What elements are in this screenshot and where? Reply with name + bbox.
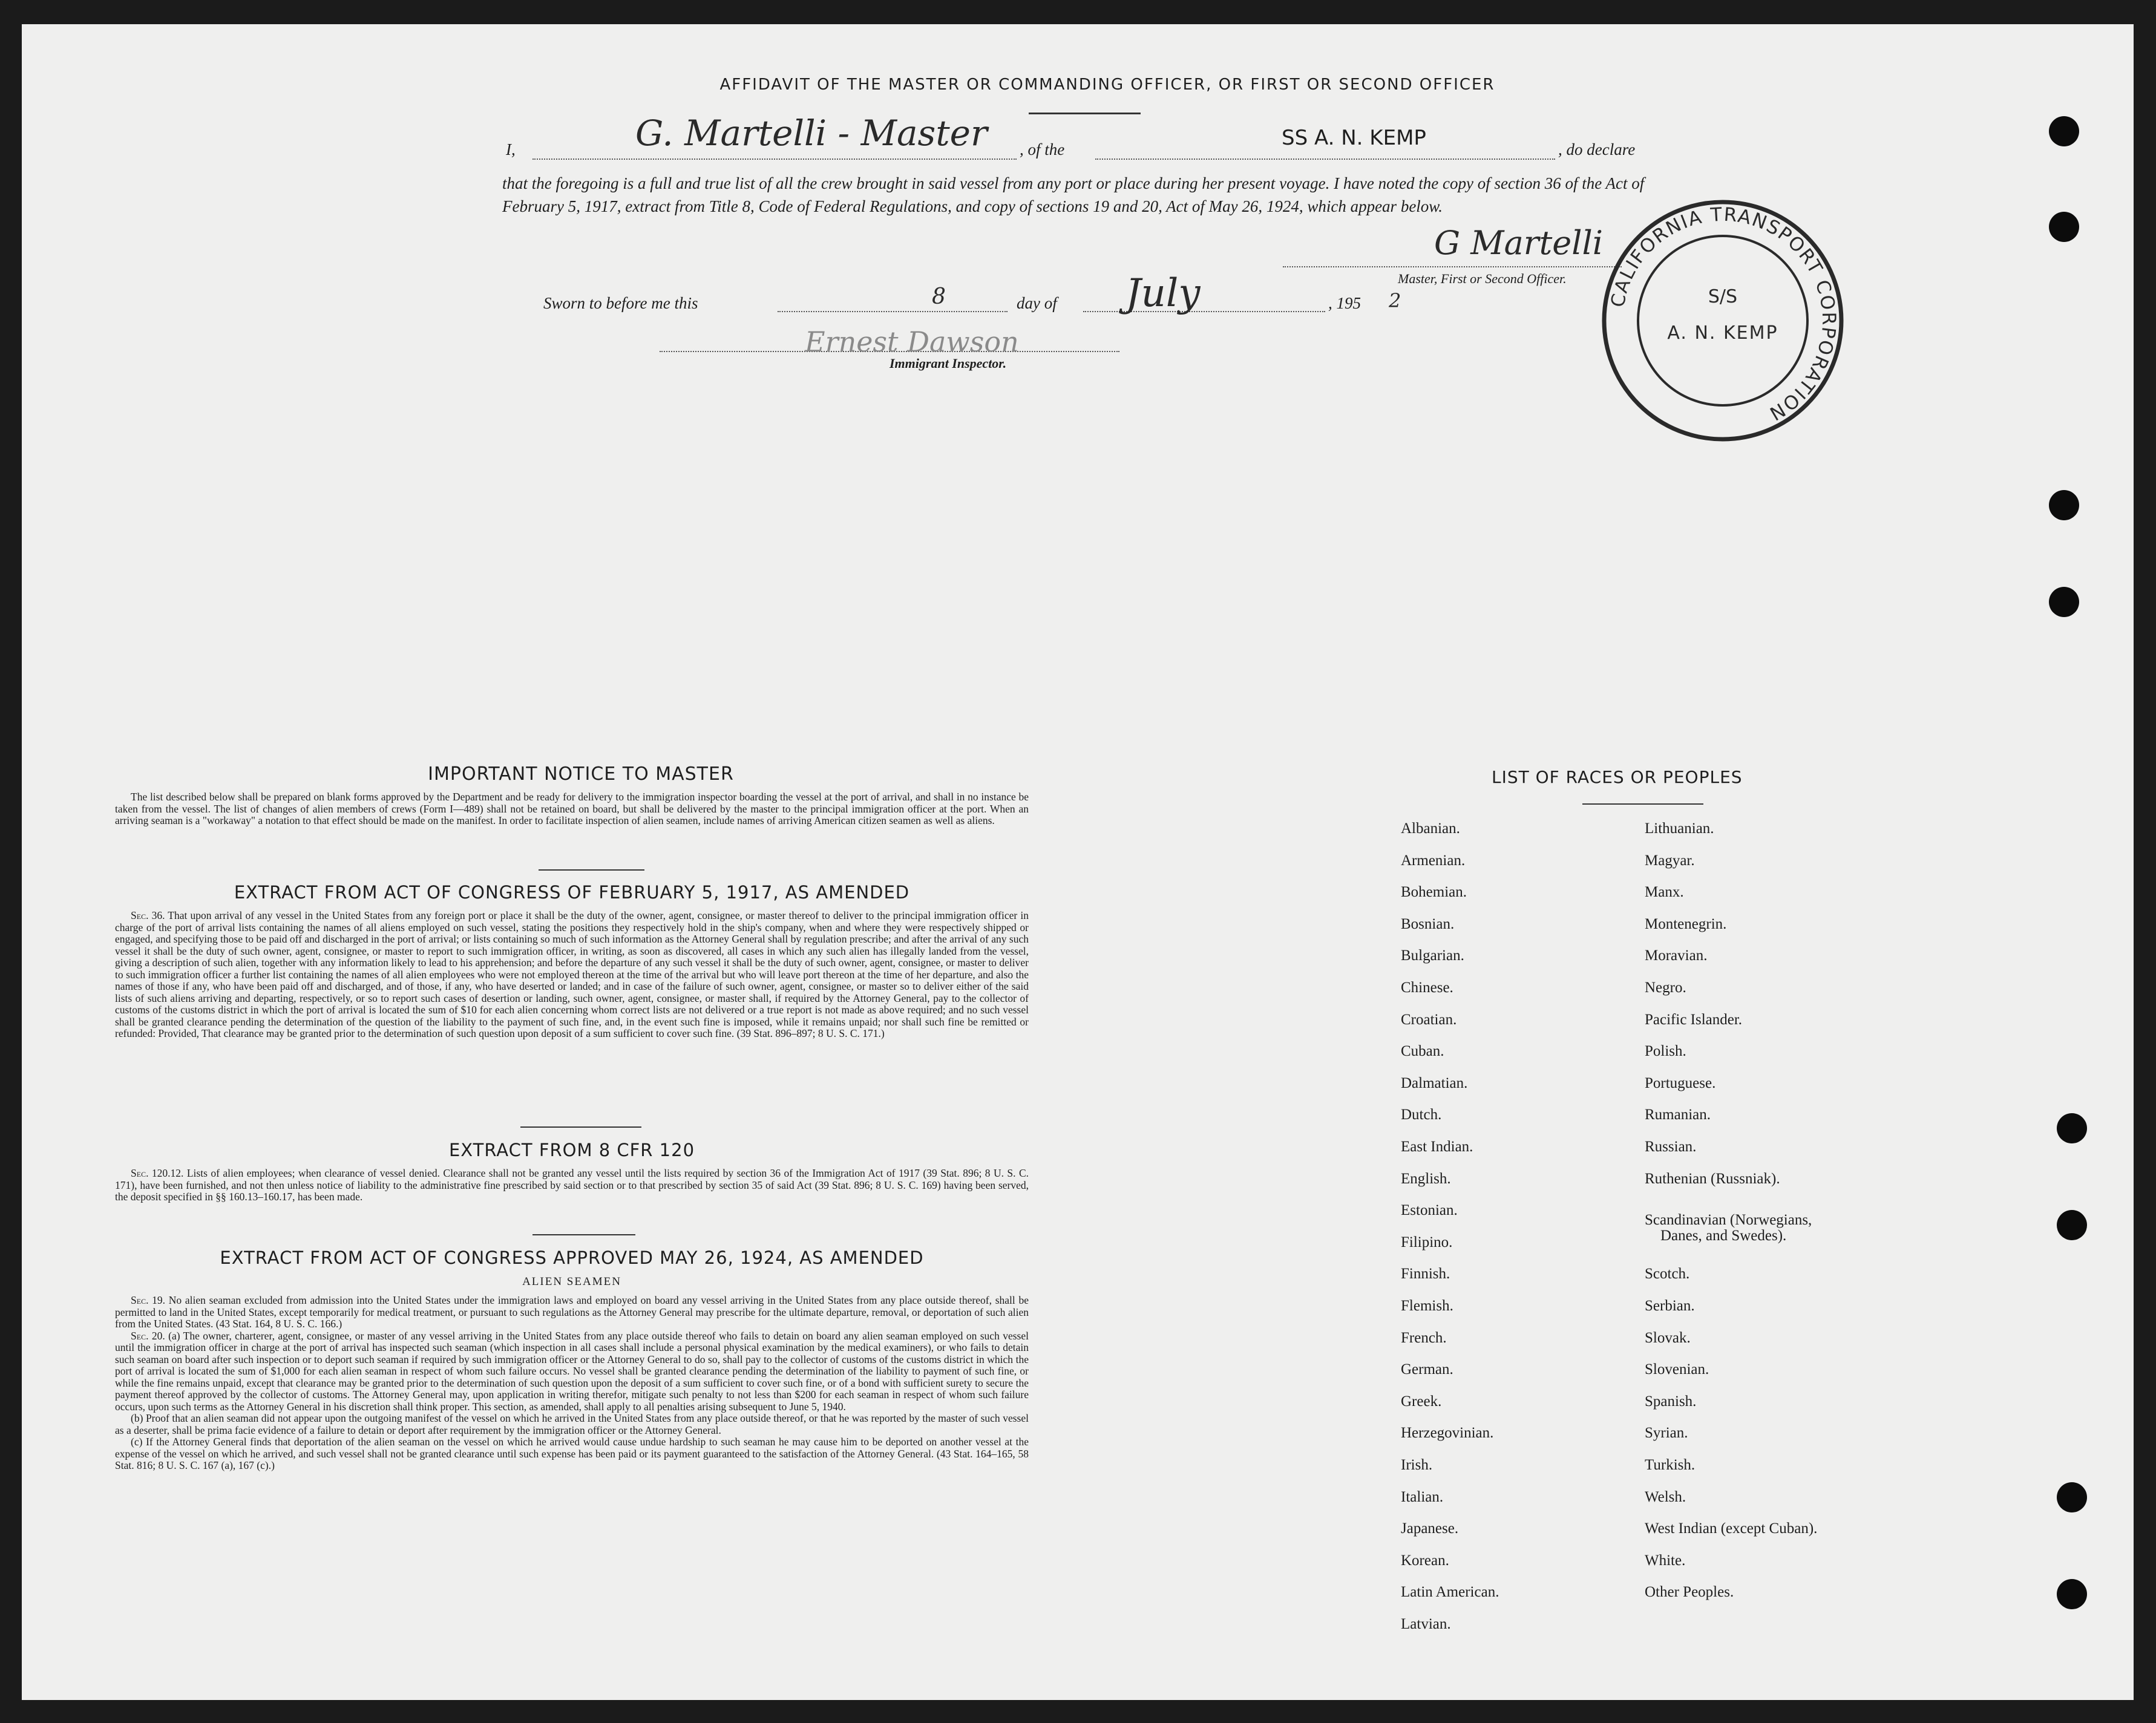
sec-20b-text: (b) Proof that an alien seaman did not appear upon the outgoing manifest of the vessel on which he arrived in the United States from any place outside thereof, or that he was reported by the master of such vessel as a deserter, shall be prima facie evidence of a failure to detain or deport after requirement by the immigration officer or the Attorney General.: [115, 1412, 1029, 1436]
sec-19-label: Sec. 19.: [131, 1294, 166, 1306]
sec-19-text: No alien seaman excluded from admission into the United States under the immigration laws and employed on board any vessel arriving in the United States from any place outside thereof, shall be permitted to land in the United States, except temporarily for medical treatment, or pursuant to such regulations as the Attorney General may prescribe for the ultimate departure, removal, or deportation of such alien from the United States. (43 Stat. 164, 8 U. S. C. 166.): [115, 1294, 1029, 1330]
race-item: Negro.: [1645, 979, 1686, 996]
sec-20-label: Sec. 20.: [131, 1329, 165, 1342]
race-item: Slovenian.: [1645, 1361, 1709, 1378]
race-item: Polish.: [1645, 1043, 1686, 1059]
year-prefix: , 195: [1328, 294, 1361, 312]
vessel-name: SS A. N. KEMP: [1282, 126, 1426, 150]
stamp-ring-text: CALIFORNIA TRANSPORT CORPORATION: [1607, 203, 1840, 425]
stamp-line-1: S/S: [1708, 286, 1738, 307]
binder-hole: [2049, 116, 2079, 146]
race-item: Portuguese.: [1645, 1075, 1716, 1091]
extract-1924-text: [115, 1295, 1029, 1472]
section-divider: [539, 869, 644, 871]
race-item: Croatian.: [1401, 1012, 1457, 1028]
affidavit-title: AFFIDAVIT OF THE MASTER OR COMMANDING OFFICER, OR FIRST OR SECOND OFFICER: [719, 76, 1495, 94]
master-name-handwritten: G. Martelli - Master: [635, 113, 988, 154]
race-item: Welsh.: [1645, 1489, 1686, 1505]
of-the-label: , of the: [1020, 140, 1065, 159]
race-item: Irish.: [1401, 1457, 1433, 1473]
vessel-line: [1095, 159, 1555, 160]
master-signature: G Martelli: [1434, 224, 1604, 262]
race-item: Montenegrin.: [1645, 916, 1727, 932]
extract-cfr-title: EXTRACT FROM 8 CFR 120: [448, 1140, 695, 1160]
sec-20c-text: (c) If the Attorney General finds that deportation of the alien seaman on the vessel on which he arrived would cause undue hardship to such seaman he may cause him to be deported on another vessel at the expense of the vessel on which he arrived, and such vessel shall not be granted clearance until such expense has been paid or its payment guaranteed to the satisfaction of the Attorney General. (43 Stat. 164–165, 58 Stat. 816; 8 U. S. C. 167 (a), 167 (c).): [115, 1436, 1029, 1471]
race-item: Greek.: [1401, 1393, 1442, 1410]
race-item: Scandinavian (Norwegians,: [1645, 1212, 1812, 1228]
race-item-continuation: Danes, and Swedes).: [1660, 1228, 1787, 1244]
binder-hole: [2049, 490, 2079, 520]
extract-cfr-text: [115, 1168, 1029, 1203]
race-item: Herzegovinian.: [1401, 1425, 1494, 1441]
notice-title: IMPORTANT NOTICE TO MASTER: [428, 763, 734, 785]
race-item: Japanese.: [1401, 1520, 1459, 1537]
race-item: Latin American.: [1401, 1584, 1499, 1600]
race-item: Pacific Islander.: [1645, 1012, 1743, 1028]
race-item: Cuban.: [1401, 1043, 1444, 1059]
race-item: West Indian (except Cuban).: [1645, 1520, 1818, 1537]
race-item: Korean.: [1401, 1552, 1449, 1569]
race-item: Bohemian.: [1401, 884, 1467, 900]
race-item: Russian.: [1645, 1139, 1697, 1155]
race-item: Ruthenian (Russniak).: [1645, 1171, 1780, 1187]
race-item: Moravian.: [1645, 947, 1708, 964]
do-declare-label: , do declare: [1558, 140, 1636, 159]
sworn-month: July: [1126, 271, 1201, 316]
sec-120-text: Lists of alien employees; when clearance of vessel denied. Clearance shall not be granted any vessel until the lists required by section 36 of the Immigration Act of 1917 (39 Stat. 896; 8 U. S. C. 171), have been furnished, and not then unless notice of liability to the administrative fine prescribed by said section or to that prescribed by section 35 of said Act (39 Stat. 896; 8 U. S. C. 169) having been served, the deposit specified in §§ 160.13–160.17, has been made.: [115, 1167, 1029, 1203]
race-item: Scotch.: [1645, 1266, 1690, 1282]
company-stamp: [1596, 194, 1850, 448]
binder-hole: [2049, 587, 2079, 617]
stamp-line-2: A. N. KEMP: [1667, 322, 1778, 344]
month-line: [1083, 311, 1325, 312]
race-item: Estonian.: [1401, 1202, 1458, 1218]
declarant-prefix: I,: [506, 140, 516, 159]
race-item: English.: [1401, 1171, 1451, 1187]
race-item: Other Peoples.: [1645, 1584, 1734, 1600]
master-caption: Master, First or Second Officer.: [1398, 271, 1567, 286]
race-item: Spanish.: [1645, 1393, 1697, 1410]
race-item: Finnish.: [1401, 1266, 1450, 1282]
section-divider: [520, 1126, 641, 1128]
binder-hole: [2049, 212, 2079, 242]
race-item: Dutch.: [1401, 1107, 1442, 1123]
year-handwritten-digit: 2: [1389, 289, 1401, 312]
inspector-signature: Ernest Dawson: [805, 325, 1019, 358]
race-item: Armenian.: [1401, 852, 1466, 869]
extract-1924-title: EXTRACT FROM ACT OF CONGRESS APPROVED MAY 26, 1924, AS AMENDED: [220, 1247, 924, 1268]
races-title-rule: [1582, 803, 1703, 805]
race-item: French.: [1401, 1330, 1447, 1346]
race-item: Italian.: [1401, 1489, 1444, 1505]
races-title: LIST OF RACES OR PEOPLES: [1492, 767, 1743, 787]
race-item: Slovak.: [1645, 1330, 1691, 1346]
race-item: Filipino.: [1401, 1234, 1453, 1251]
affidavit-declaration: that the foregoing is a full and true list of all the crew brought in said vessel from any port or place during her present voyage. I have noted the copy of section 36 of the Act of February 5, 1917, extract from Title 8, Code of Federal Regulations, and copy of sections 19 and 20, Act of May 26, 1924, which appear below.: [502, 174, 1645, 215]
race-item: Manx.: [1645, 884, 1684, 900]
notice-paragraph: The list described below shall be prepared on blank forms approved by the Department and be ready for delivery to the immigration inspector boarding the vessel at the port of arrival, and shall in no instance be taken from the vessel. The list of changes of alien members of crews (Form I—489) shall not be retained on board, but shall be delivered by the master to the principal immigration officer at the port. When an arriving seaman is a "workaway" a notation to that effect should be made on the manifest. In order to facilitate inspection of alien seamen, include names of arriving American citizen seamen as well as aliens.: [115, 791, 1029, 826]
extract-1917-text: [115, 910, 1029, 1040]
sworn-day: 8: [932, 284, 946, 309]
extract-1917-title: EXTRACT FROM ACT OF CONGRESS OF FEBRUARY 5, 1917, AS AMENDED: [234, 882, 910, 903]
sec-36-label: Sec. 36.: [131, 909, 165, 921]
master-signature-line: [1283, 266, 1622, 267]
alien-seamen-subtitle: ALIEN SEAMEN: [522, 1275, 621, 1288]
race-item: East Indian.: [1401, 1139, 1473, 1155]
race-item: German.: [1401, 1361, 1453, 1378]
day-of-label: day of: [1017, 294, 1057, 312]
race-item: Latvian.: [1401, 1616, 1451, 1632]
section-divider: [532, 1234, 635, 1235]
race-item: White.: [1645, 1552, 1686, 1569]
race-item: Dalmatian.: [1401, 1075, 1468, 1091]
binder-hole: [2057, 1113, 2087, 1143]
race-item: Chinese.: [1401, 979, 1453, 996]
sworn-prefix: Sworn to before me this: [543, 294, 698, 312]
title-rule: [1029, 113, 1141, 114]
race-item: Bosnian.: [1401, 916, 1455, 932]
race-item: Lithuanian.: [1645, 820, 1714, 837]
race-item: Magyar.: [1645, 852, 1695, 869]
race-item: Albanian.: [1401, 820, 1460, 837]
race-item: Turkish.: [1645, 1457, 1696, 1473]
race-item: Serbian.: [1645, 1298, 1695, 1314]
inspector-caption: Immigrant Inspector.: [890, 356, 1007, 371]
name-line: [532, 159, 1017, 160]
race-item: Bulgarian.: [1401, 947, 1464, 964]
race-item: Flemish.: [1401, 1298, 1453, 1314]
race-item: Rumanian.: [1645, 1107, 1711, 1123]
race-item: Syrian.: [1645, 1425, 1688, 1441]
binder-hole: [2057, 1579, 2087, 1609]
sec-20a-text: (a) The owner, charterer, agent, consignee, or master of any vessel arriving in the United States from any place outside thereof who fails to detain on board any alien seaman employed on such vessel until the immigration officer in charge at the port of arrival has inspected such seaman (which inspection in all cases shall include a personal physical examination by the medical examiners), or who fails to detain such seaman on board after such inspection or to deport such seaman if required by such immigration officer or the Attorney General to do so, shall pay to the collector of customs of the customs district in which the port of arrival is located the sum of $1,000 for each alien seaman in respect of whom such failure occurs. No vessel shall be granted clearance pending the determination of the liability to payment of such fine, or while the fine remains unpaid, except that clearance may be granted prior to the determination of such question upon the deposit of a sum sufficient to cover such fine, or of a bond with sufficient surety to secure the payment thereof approved by the collector of customs. The Attorney General may, upon application in writing therefor, mitigate such penalty to not less than $200 for each seaman in respect of whom such failure occurs, upon such terms as the Attorney General in his discretion shall think proper. This section, as amended, shall apply to all penalties arising subsequent to June 5, 1940.: [115, 1329, 1029, 1413]
day-line: [778, 311, 1008, 312]
binder-hole: [2057, 1210, 2087, 1240]
sec-120-label: Sec. 120.12.: [131, 1167, 184, 1179]
notice-text: [115, 791, 1029, 827]
binder-hole: [2057, 1482, 2087, 1512]
sec-36-text: That upon arrival of any vessel in the United States from any foreign port or place it shall be the duty of the owner, agent, consignee, or master thereof to deliver to the principal immigration officer in charge of the port of arrival lists containing the names of all aliens employed on such vessel, stating the positions they respectively hold in the ship's company, when and where they were respectively shipped or engaged, and specifying those to be paid off and discharged in the port of arrival; or lists containing so much of such information as the Attorney General shall by regulation prescribe; and after the arrival of any such vessel it shall be the duty of such owner, agent, consignee, or master to report to such immigration officer, in writing, as soon as discovered, all cases in which any such alien has illegally landed from the vessel, giving a description of such alien, together with any information likely to lead to his apprehension; and before the departure of any such vessel it shall be the duty of such owner, agent, consignee, or master to deliver to such immigration officer a further list containing the names of all alien employees who were not employed thereon at the time of the arrival but who will leave port thereon at the time of her departure, and also the names of those if any, who have been paid off and discharged, and of those, if any, who have deserted or landed; and in case of the failure of such owner, agent, consignee, or master so to deliver either of the said lists of such aliens arriving and departing, respectively, or so to report such cases of desertion or landing, such owner, agent, consignee, or master shall, if required by the Attorney General, pay to the collector of customs of the customs district in which the port of arrival is located the sum of $10 for each alien concerning whom correct lists are not delivered or a true report is not made as above required; and no such vessel shall be granted clearance pending the determination of the question of the liability to the payment of such fine, and, in the event such fine is imposed, while it remains unpaid; nor shall such fine be remitted or refunded: Provided, That clearance may be granted prior to the determination of such question upon deposit of a sum sufficient to cover such fine. (39 Stat. 896–897; 8 U. S. C. 171.): [115, 909, 1029, 1039]
